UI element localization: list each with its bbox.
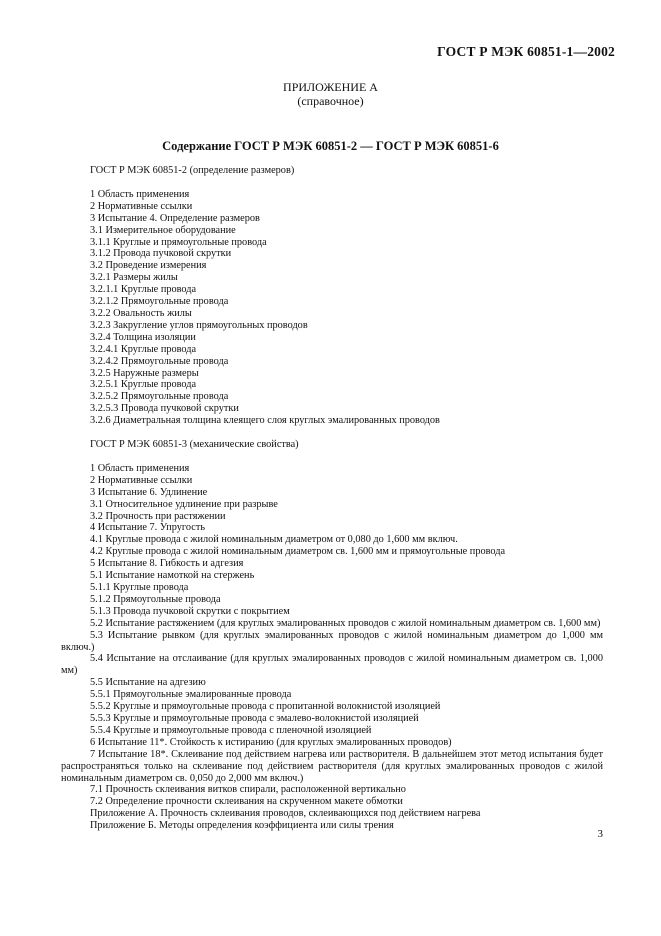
list-item: 3.2 Проведение измерения <box>90 260 207 272</box>
list-item: Приложение А. Прочность склеивания проводов, склеивающихся под действием нагрева <box>90 808 481 820</box>
standard-code-header: ГОСТ Р МЭК 60851-1—2002 <box>437 44 615 59</box>
list-item: 5.5.1 Прямоугольные эмалированные провода <box>90 689 292 701</box>
list-item: 5.1.1 Круглые провода <box>90 582 189 593</box>
list-item: 3.2.5 Наружные размеры <box>90 367 199 379</box>
list-item: 5.1.3 Провода пучковой скрутки с покрытием <box>90 605 290 617</box>
list-item: 5.5.2 Круглые и прямоугольные провода с пропитанной волокнистой изоляцией <box>90 701 441 713</box>
part3-list <box>61 463 603 832</box>
list-item-wrapped: 5.2 Испытание растяжением (для круглых эмалированных проводов с жилой номинальным диаметром св. 1,600 мм) <box>90 617 601 629</box>
list-item: 3.2.1.1 Круглые провода <box>90 284 197 296</box>
list-item: Приложение Б. Методы определения коэффициента или силы трения <box>90 820 394 832</box>
part2-heading: ГОСТ Р МЭК 60851-2 (определение размеров) <box>90 165 295 176</box>
list-item: 3.2.4.2 Прямоугольные провода <box>90 355 229 367</box>
list-item: 3.2.2 Овальность жилы <box>90 307 192 319</box>
list-item: 5.5.3 Круглые и прямоугольные провода с эмалево-волокнистой изоляцией <box>90 712 419 724</box>
list-item: 5.5 Испытание на адгезию <box>90 677 206 689</box>
list-item: 3.2.6 Диаметральная толщина клеящего слоя круглых эмалированных проводов <box>90 415 440 427</box>
list-item: 3.1.1 Круглые и прямоугольные провода <box>90 236 267 248</box>
list-item: 4.2 Круглые провода с жилой номинальным диаметром св. 1,600 мм и прямоугольные провода <box>90 546 506 558</box>
list-item: 3.2.1.2 Прямоугольные провода <box>90 296 229 308</box>
list-item: 3.2.4 Толщина изоляции <box>90 331 196 343</box>
appendix-heading <box>0 80 661 108</box>
list-item: 3.2.5.1 Круглые провода <box>90 379 197 391</box>
list-item: 3.1.2 Провода пучковой скрутки <box>90 248 232 260</box>
list-item: 3 Испытание 6. Удлинение <box>90 486 208 498</box>
list-item: 7.2 Определение прочности склеивания на скрученном макете обмотки <box>90 796 403 808</box>
list-item: 4 Испытание 7. Упругость <box>90 522 206 534</box>
appendix-title: ПРИЛОЖЕНИЕ А <box>283 80 378 94</box>
list-item-wrapped: 5.3 Испытание рывком (для круглых эмалированных проводов с жилой номинальным диаметром до 1,000 мм включ.) <box>61 629 603 653</box>
list-item: 4.1 Круглые провода с жилой номинальным диаметром от 0,080 до 1,600 мм включ. <box>90 534 458 546</box>
list-item: 7.1 Прочность склеивания витков спирали, расположенной вертикально <box>90 784 406 796</box>
list-item: 6 Испытание 11*. Стойкость к истиранию (для круглых эмалированных проводов) <box>90 736 452 748</box>
list-item: 5.5.4 Круглые и прямоугольные провода с пленочной изоляцией <box>90 724 372 736</box>
list-item-wrapped: 5.4 Испытание на отслаивание (для круглых эмалированных проводов с жилой номинальным диаметром св. 1,000 мм) <box>61 653 603 677</box>
appendix-subtitle: (справочное) <box>297 94 364 108</box>
toc-content <box>61 165 603 832</box>
list-item: 3.2.5.2 Прямоугольные провода <box>90 391 229 403</box>
page-number: 3 <box>597 828 603 840</box>
list-item-wrapped: 7 Испытание 18*. Склеивание под действием нагрева или растворителя. В дальнейшем этот метод испытания будет распространяться только на склеивание под действием растворителя (для круглых эмалированных проводов с жилой номинальным диаметром св. 0,050 до 2,000 мм включ.) <box>61 748 603 784</box>
list-item: 3.1 Относительное удлинение при разрыве <box>90 498 278 510</box>
section-title: Содержание ГОСТ Р МЭК 60851-2 — ГОСТ Р МЭК 60851-6 <box>162 139 499 153</box>
part2-list <box>61 189 603 427</box>
list-item: 2 Нормативные ссылки <box>90 200 193 212</box>
list-item: 5.1.2 Прямоугольные провода <box>90 593 221 605</box>
list-item: 3 Испытание 4. Определение размеров <box>90 212 260 224</box>
list-item: 3.2 Прочность при растяжении <box>90 510 226 522</box>
list-item: 5.1 Испытание намоткой на стержень <box>90 570 255 582</box>
list-item: 1 Область применения <box>90 462 190 474</box>
list-item: 2 Нормативные ссылки <box>90 474 193 486</box>
list-item: 5 Испытание 8. Гибкость и адгезия <box>90 558 244 570</box>
part3-heading: ГОСТ Р МЭК 60851-3 (механические свойства) <box>90 439 299 451</box>
list-item: 3.1 Измерительное оборудование <box>90 224 236 236</box>
list-item: 3.2.4.1 Круглые провода <box>90 343 197 355</box>
list-item: 1 Область применения <box>90 188 190 200</box>
list-item: 3.2.5.3 Провода пучковой скрутки <box>90 403 239 415</box>
list-item: 3.2.3 Закругление углов прямоугольных проводов <box>90 319 308 331</box>
list-item: 3.2.1 Размеры жилы <box>90 272 178 284</box>
